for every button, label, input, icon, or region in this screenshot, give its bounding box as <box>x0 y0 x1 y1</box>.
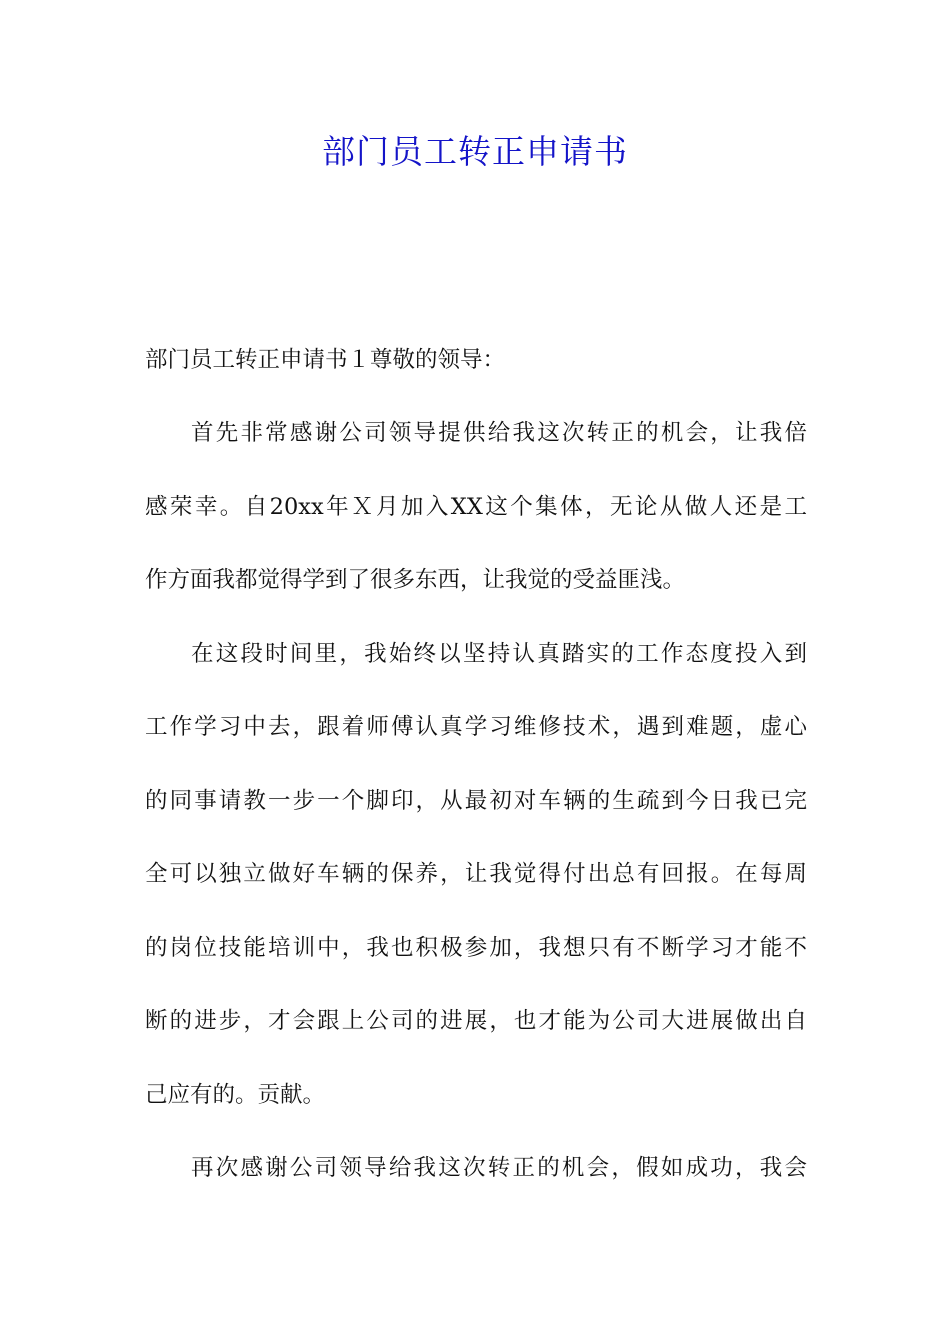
greeting-line: 部门员工转正申请书１尊敬的领导： <box>145 347 506 373</box>
paragraph-line: 己应有的。贡献。 <box>145 1081 326 1108</box>
document-title: 部门员工转正申请书 <box>322 132 628 171</box>
paragraph-2 <box>145 632 807 1147</box>
document-body <box>145 338 807 1220</box>
paragraph-line: 工作学习中去，跟着师傅认真学习维修技术，遇到难题，虚心 <box>145 714 807 740</box>
paragraph-3 <box>145 1146 807 1220</box>
paragraph-line: 断的进步，才会跟上公司的进展，也才能为公司大进展做出自 <box>145 1008 807 1034</box>
paragraph-line: 在这段时间里，我始终以坚持认真踏实的工作态度投入到 <box>191 640 807 667</box>
paragraph-line: 首先非常感谢公司领导提供给我这次转正的机会，让我倍 <box>191 420 807 446</box>
paragraph-1 <box>145 411 807 632</box>
paragraph-line: 作方面我都觉得学到了很多东西，让我觉的受益匪浅。 <box>145 567 686 593</box>
paragraph-line: 全可以独立做好车辆的保养，让我觉得付出总有回报。在每周 <box>145 861 807 887</box>
paragraph-line: 再次感谢公司领导给我这次转正的机会，假如成功，我会 <box>191 1155 807 1181</box>
paragraph-line: 感荣幸。自20xx年Ｘ月加入XX这个集体，无论从做人还是工 <box>145 493 807 520</box>
paragraph-line: 的同事请教一步一个脚印，从最初对车辆的生疏到今日我已完 <box>145 787 807 814</box>
paragraph-line: 的岗位技能培训中，我也积极参加，我想只有不断学习才能不 <box>145 934 807 961</box>
